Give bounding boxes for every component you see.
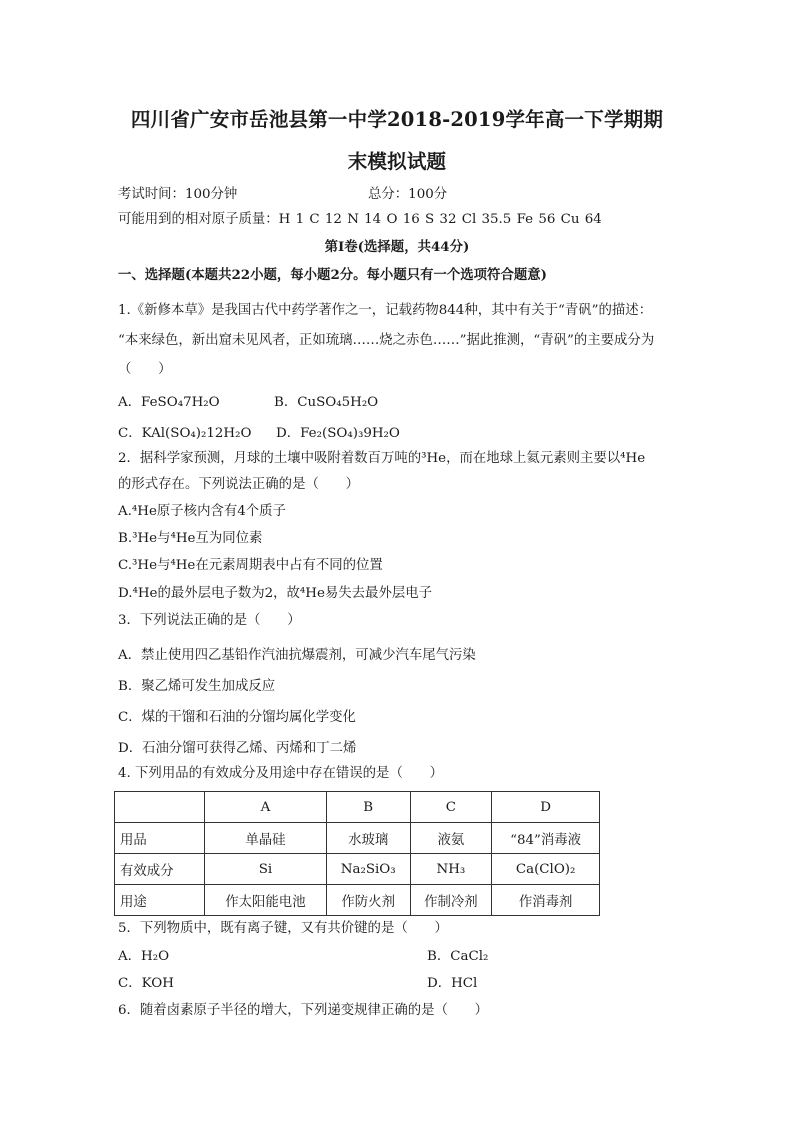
table-row bbox=[115, 823, 600, 854]
table-cell: 单晶硅 bbox=[205, 823, 327, 854]
q3-option-a: A．禁止使用四乙基铅作汽油抗爆震剂，可减少汽车尾气污染 bbox=[118, 648, 476, 663]
table-cell: 作制冷剂 bbox=[410, 885, 492, 916]
q2-option-b: B.³He与⁴He互为同位素 bbox=[118, 531, 263, 546]
table-cell: NH₃ bbox=[410, 854, 492, 885]
total-score: 总分：100分 bbox=[368, 187, 448, 202]
q5-stem: 5．下列物质中，既有离子键，又有共价键的是（ ） bbox=[118, 921, 448, 936]
q4-stem: 4. 下列用品的有效成分及用途中存在错误的是（ ） bbox=[118, 766, 444, 781]
q2-stem-line1: 2．据科学家预测，月球的土壤中吸附着数百万吨的³He，而在地球上氦元素则主要以⁴He bbox=[118, 451, 646, 466]
q2-option-d: D.⁴He的最外层电子数为2，故⁴He易失去最外层电子 bbox=[118, 586, 433, 601]
q3-option-b: B．聚乙烯可发生加成反应 bbox=[118, 679, 276, 694]
q1-stem-line2: “本来绿色，新出窟未见风者，正如琉璃……烧之赤色……”据此推测，“青矾”的主要成分为 bbox=[118, 333, 655, 348]
q1-option-b: B．CuSO₄5H₂O bbox=[274, 395, 379, 410]
q5-option-b: B．CaCl₂ bbox=[427, 949, 489, 964]
q1-option-d: D．Fe₂(SO₄)₃9H₂O bbox=[276, 426, 400, 441]
q3-stem: 3．下列说法正确的是（ ） bbox=[118, 613, 301, 628]
q4-table bbox=[114, 791, 600, 916]
q1-option-c: C．KAl(SO₄)₂12H₂O bbox=[118, 426, 252, 441]
table-row bbox=[115, 854, 600, 885]
document-title-line1: 四川省广安市岳池县第一中学2018-2019学年高一下学期期 bbox=[130, 108, 664, 131]
table-cell: Ca(ClO)₂ bbox=[492, 854, 600, 885]
table-cell: D bbox=[492, 792, 600, 823]
q2-option-c: C.³He与⁴He在元素周期表中占有不同的位置 bbox=[118, 558, 383, 573]
table-cell: 用品 bbox=[115, 823, 205, 854]
section1-title: 一、选择题(本题共22小题，每小题2分。每小题只有一个选项符合题意) bbox=[118, 267, 547, 283]
atomic-masses: 可能用到的相对原子质量：H 1 C 12 N 14 O 16 S 32 Cl 35.5 Fe 56 Cu 64 bbox=[118, 212, 602, 227]
table-cell: A bbox=[205, 792, 327, 823]
q5-option-c: C．KOH bbox=[118, 976, 174, 991]
table-cell: 作太阳能电池 bbox=[205, 885, 327, 916]
table-row bbox=[115, 885, 600, 916]
table-cell: C bbox=[410, 792, 492, 823]
table-cell: “84”消毒液 bbox=[492, 823, 600, 854]
q2-option-a: A.⁴He原子核内含有4个质子 bbox=[118, 504, 286, 519]
document-title-line2: 末模拟试题 bbox=[347, 150, 447, 173]
table-cell: 作防火剂 bbox=[326, 885, 410, 916]
q5-option-a: A．H₂O bbox=[118, 949, 170, 964]
table-cell: 水玻璃 bbox=[326, 823, 410, 854]
q3-option-d: D．石油分馏可获得乙烯、丙烯和丁二烯 bbox=[118, 741, 357, 756]
table-cell: Na₂SiO₃ bbox=[326, 854, 410, 885]
table-cell bbox=[115, 792, 205, 823]
table-cell: 有效成分 bbox=[115, 854, 205, 885]
q6-stem: 6．随着卤素原子半径的增大，下列递变规律正确的是（ ） bbox=[118, 1003, 489, 1018]
q1-stem-line3: （ ） bbox=[118, 362, 172, 377]
table-cell: 液氨 bbox=[410, 823, 492, 854]
table-cell: 作消毒剂 bbox=[492, 885, 600, 916]
q1-option-a: A．FeSO₄7H₂O bbox=[118, 395, 220, 410]
q2-stem-line2: 的形式存在。下列说法正确的是（ ） bbox=[118, 477, 360, 492]
table-cell: 用途 bbox=[115, 885, 205, 916]
table-header-row bbox=[115, 792, 600, 823]
table-cell: Si bbox=[205, 854, 327, 885]
exam-time: 考试时间：100分钟 bbox=[118, 187, 238, 202]
q3-option-c: C．煤的干馏和石油的分馏均属化学变化 bbox=[118, 710, 356, 725]
q5-option-d: D．HCl bbox=[427, 976, 478, 991]
table-cell: B bbox=[326, 792, 410, 823]
q1-stem-line1: 1.《新修本草》是我国古代中药学著作之一，记载药物844种，其中有关于“青矾”的描述： bbox=[118, 303, 653, 318]
part1-title: 第Ⅰ卷(选择题，共44分) bbox=[324, 239, 470, 255]
